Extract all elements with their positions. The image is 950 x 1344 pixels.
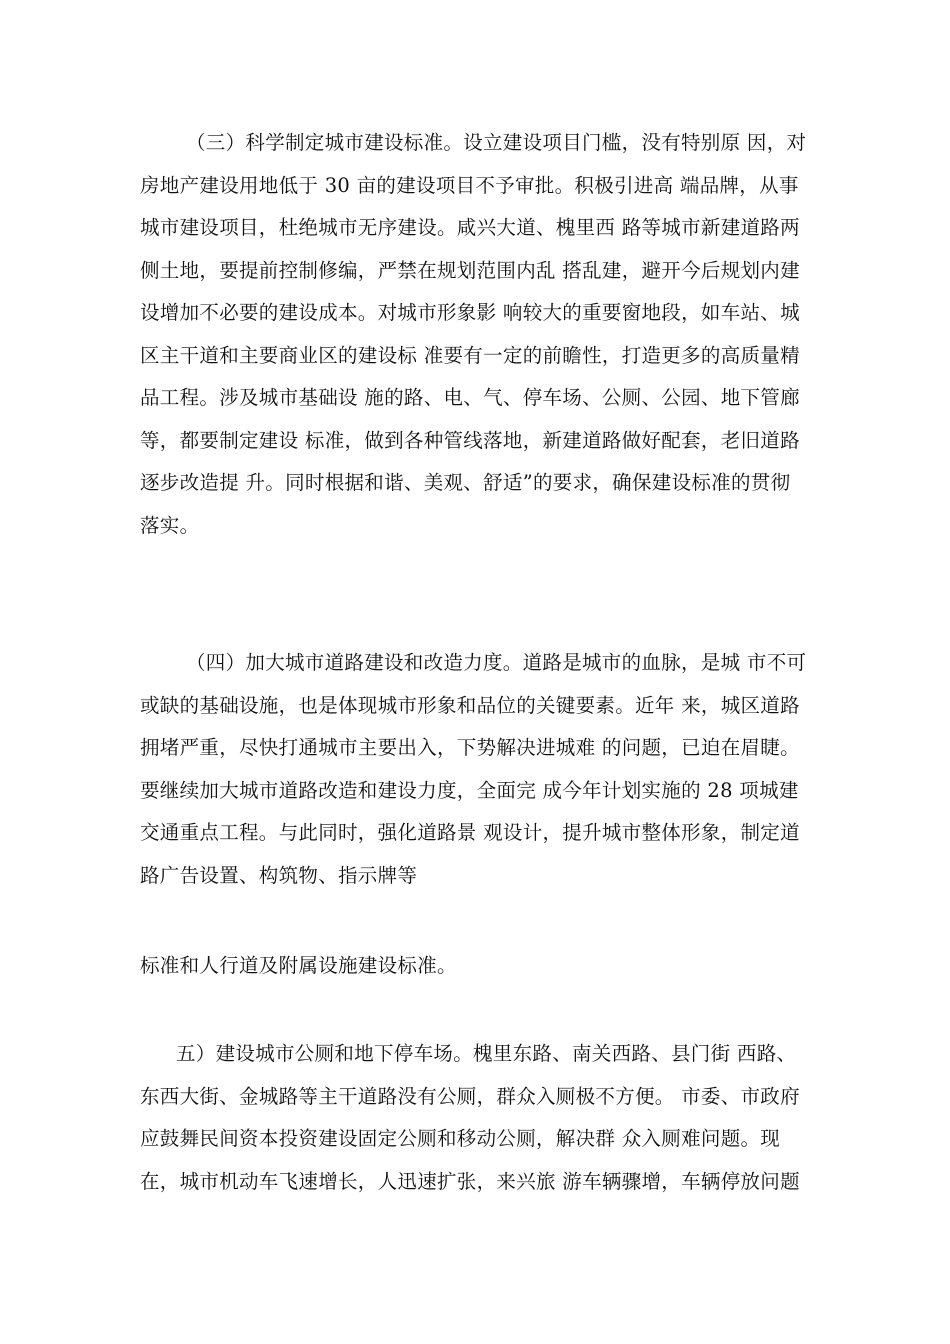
paragraph-section-3: [140, 122, 830, 547]
text-line: 房地产建设用地低于 30 亩的建设项目不予审批。积极引进高 端品牌，从事: [140, 173, 799, 197]
text-line: 区主干道和主要商业区的建设标 准要有一定的前瞻性，打造更多的高质量精: [140, 343, 800, 367]
text-line: 品工程。涉及城市基础设 施的路、电、气、停车场、公厕、公园、地下管廊: [140, 386, 800, 409]
text-line: 落实。: [140, 513, 200, 537]
text-line: 东西大街、金城路等主干道路没有公厕，群众入厕极不方便。 市委、市政府: [140, 1084, 800, 1108]
text-line: （三）科学制定城市建设标准。设立建设项目门槛，没有特别原 因，对: [186, 131, 807, 154]
text-line: 路广告设置、构筑物、指示牌等: [140, 863, 418, 887]
text-line: 拥堵严重，尽快打通城市主要出入，下势解决进城难 的问题，已迫在眉睫。: [140, 736, 800, 759]
text-line: 设增加不必要的建设成本。对城市形象影 响较大的重要窗地段，如车站、城: [140, 301, 800, 324]
text-line: 等，都要制定建设 标准，做到各种管线落地，新建道路做好配套，老旧道路: [140, 428, 800, 452]
text-line: 五）建设城市公厕和地下停车场。槐里东路、南关西路、县门街 西路、: [176, 1042, 797, 1065]
text-line: 或缺的基础设施，也是体现城市形象和品位的关键要素。近年 来，城区道路: [140, 693, 800, 717]
text-line: （四）加大城市道路建设和改造力度。道路是城市的血脉，是城 市不可: [186, 651, 807, 674]
text-line: 交通重点工程。与此同时，强化道路景 观设计，提升城市整体形象，制定道: [140, 821, 800, 844]
text-line: 要继续加大城市道路改造和建设力度，全面完 成今年计划实施的 28 项城建: [140, 778, 799, 802]
text-line: 应鼓舞民间资本投资建设固定公厕和移动公厕，解决群 众入厕难问题。现: [140, 1127, 781, 1150]
text-line: 标准和人行道及附属设施建设标准。: [140, 954, 457, 977]
paragraph-section-4-continued: [140, 945, 830, 988]
paragraph-section-5: [140, 1033, 830, 1203]
text-line: 逐步改造提 升。同时根据和谐、美观、舒适”的要求，确保建设标准的贯彻: [140, 471, 791, 494]
paragraph-section-4: [140, 642, 830, 897]
text-line: 侧土地，要提前控制修编，严禁在规划范围内乱 搭乱建，避开今后规划内建: [140, 258, 800, 282]
text-line: 城市建设项目，杜绝城市无序建设。咸兴大道、槐里西 路等城市新建道路两: [140, 216, 800, 239]
text-line: 在，城市机动车飞速增长，人迅速扩张，来兴旅 游车辆骤增，车辆停放问题: [140, 1169, 800, 1193]
